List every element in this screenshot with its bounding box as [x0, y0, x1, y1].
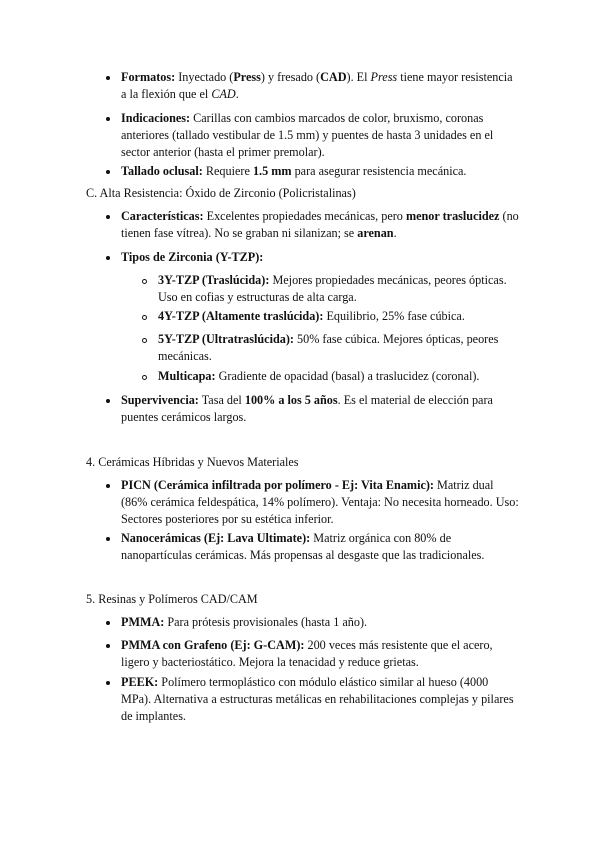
bullet-icon	[106, 76, 110, 80]
list-item-picn: PICN (Cerámica infiltrada por polímero - Ej: Vita Enamic): Matriz dual (86% cerámica feldespática, 14% polímero). Ventaja: No necesita horneado. Uso: Sectores posteriores por su estética inferior.	[121, 478, 519, 526]
circle-bullet-icon	[142, 279, 147, 284]
bullet-icon	[106, 215, 110, 219]
bullet-icon	[106, 644, 110, 648]
list-item-peek: PEEK: Polímero termoplástico con módulo elástico similar al hueso (4000 MPa). Alternativa a estructuras metálicas en rehabilitaciones complejas y pilares de implantes.	[121, 675, 514, 723]
section-heading-5: 5. Resinas y Polímeros CAD/CAM	[86, 592, 258, 606]
bullet-icon	[106, 621, 110, 625]
list-item-pmma: PMMA: Para prótesis provisionales (hasta 1 año).	[121, 615, 368, 629]
item-label: Supervivencia:	[121, 393, 199, 407]
bullet-icon	[106, 537, 110, 541]
list-item-pmma-grafeno: PMMA con Grafeno (Ej: G-CAM): 200 veces más resistente que el acero, ligero y bacteriostático. Mejora la tenacidad y reduce grietas.	[121, 638, 493, 669]
list-item-tipos	[121, 249, 521, 266]
item-label: Características:	[121, 209, 204, 223]
item-label: Tipos de Zirconia (Y-TZP):	[121, 250, 264, 264]
item-label: Tallado oclusal:	[121, 164, 203, 178]
item-label: Formatos:	[121, 70, 176, 84]
circle-bullet-icon	[142, 338, 147, 343]
bullet-icon	[106, 484, 110, 488]
circle-bullet-icon	[142, 315, 147, 320]
bullet-icon	[106, 681, 110, 685]
item-label: Indicaciones:	[121, 111, 191, 125]
item-label: PMMA:	[121, 615, 165, 629]
bullet-icon	[106, 117, 110, 121]
list-item-nanoceramicas: Nanocerámicas (Ej: Lava Ultimate): Matriz orgánica con 80% de nanopartículas cerámicas. Más propensas al desgaste que las tradicionales.	[121, 531, 485, 562]
item-label: Nanocerámicas (Ej: Lava Ultimate):	[121, 531, 311, 545]
list-item-indicaciones: Indicaciones: Carillas con cambios marcados de color, bruxismo, coronas anteriores (tallado vestibular de 1.5 mm) y puentes de hasta 3 unidades en el sector anterior (hasta el primer premolar).	[121, 111, 494, 159]
bullet-icon	[106, 399, 110, 403]
list-item-supervivencia: Supervivencia: Tasa del 100% a los 5 años. Es el material de elección para puentes cerámicos largos.	[121, 393, 493, 424]
item-label: PMMA con Grafeno (Ej: G-CAM):	[121, 638, 305, 652]
sublist-item-4y: 4Y-TZP (Altamente traslúcida): Equilibrio, 25% fase cúbica.	[158, 309, 465, 323]
list-item-caracteristicas: Características: Excelentes propiedades mecánicas, pero menor traslucidez (no tienen fase vítrea). No se graban ni silanizan; se arenan.	[121, 209, 519, 240]
bullet-icon	[106, 170, 110, 174]
item-label: PICN (Cerámica infiltrada por polímero - Ej: Vita Enamic):	[121, 478, 434, 492]
item-label: PEEK:	[121, 675, 159, 689]
sublist-item-multicapa: Multicapa: Gradiente de opacidad (basal) a traslucidez (coronal).	[158, 369, 480, 383]
section-heading-c: C. Alta Resistencia: Óxido de Zirconio (Policristalinas)	[86, 186, 356, 200]
list-item-tallado: Tallado oclusal: Requiere 1.5 mm para asegurar resistencia mecánica.	[121, 164, 467, 178]
sublist-item-3y: 3Y-TZP (Traslúcida): Mejores propiedades mecánicas, peores ópticas. Uso en cofias y estructuras de alta carga.	[158, 273, 507, 304]
sublist-item-5y: 5Y-TZP (Ultratraslúcida): 50% fase cúbica. Mejores ópticas, peores mecánicas.	[158, 332, 499, 363]
circle-bullet-icon	[142, 375, 147, 380]
bullet-icon	[106, 256, 110, 260]
section-heading-4: 4. Cerámicas Híbridas y Nuevos Materiales	[86, 455, 299, 469]
list-item-formatos: Formatos: Inyectado (Press) y fresado (CAD). El Press tiene mayor resistencia a la flexión que el CAD.	[121, 70, 513, 101]
